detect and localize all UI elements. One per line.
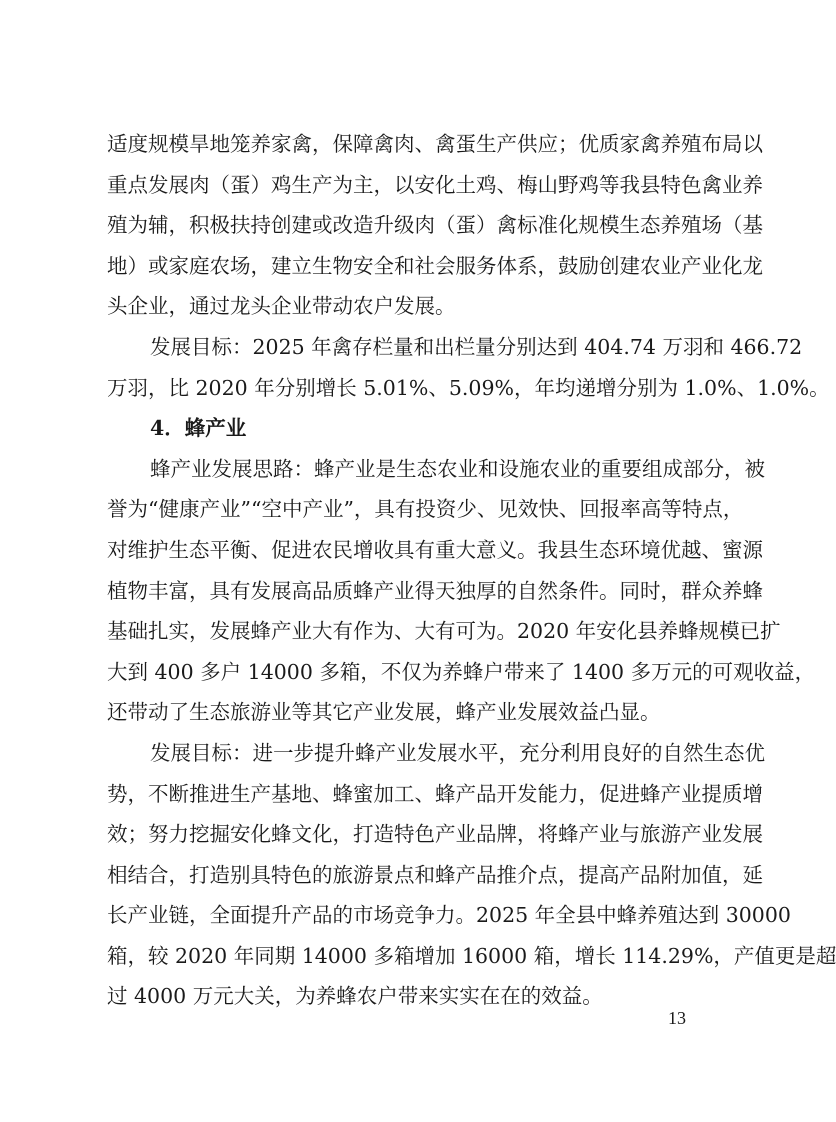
text-line: 对维护生态平衡、促进农民增收具有重大意义。我县生态环境优越、蜜源 xyxy=(107,537,763,562)
paragraph-bee-target xyxy=(107,733,836,1017)
text-line: 效；努力挖掘安化蜂文化，打造特色产业品牌，将蜂产业与旅游产业发展 xyxy=(107,822,763,847)
paragraph-bee-idea xyxy=(107,449,816,733)
text-line: 发展目标：进一步提升蜂产业发展水平，充分利用良好的自然生态优 xyxy=(150,740,765,765)
text-line: 殖为辅，积极扶持创建或改造升级肉（蛋）禽标准化规模生态养殖场（基 xyxy=(107,213,763,238)
text-line: 势，不断推进生产基地、蜂蜜加工、蜂产品开发能力，促进蜂产业提质增 xyxy=(107,781,763,806)
text-line: 还带动了生态旅游业等其它产业发展，蜂产业发展效益凸显。 xyxy=(107,700,661,725)
text-line: 过 4000 万元大关，为养蜂农户带来实实在在的效益。 xyxy=(107,984,603,1009)
page-number: 13 xyxy=(668,1008,686,1028)
section-heading-bee-industry: 4．蜂产业 xyxy=(150,416,247,441)
paragraph-poultry-layout xyxy=(107,124,763,327)
text-line: 适度规模旱地笼养家禽，保障禽肉、禽蛋生产供应；优质家禽养殖布局以 xyxy=(107,132,763,156)
text-line: 头企业，通过龙头企业带动农户发展。 xyxy=(107,294,456,319)
text-line: 万羽，比 2020 年分别增长 5.01%、5.09%，年均递增分别为 1.0%、1.0%。 xyxy=(107,375,830,400)
text-line: 大到 400 多户 14000 多箱，不仅为养蜂户带来了 1400 多万元的可观收益， xyxy=(107,659,816,684)
paragraph-poultry-target xyxy=(107,327,830,408)
text-line: 蜂产业发展思路：蜂产业是生态农业和设施农业的重要组成部分，被 xyxy=(150,456,765,481)
text-line: 相结合，打造别具特色的旅游景点和蜂产品推介点，提高产品附加值，延 xyxy=(107,862,763,887)
text-line: 发展目标：2025 年禽存栏量和出栏量分别达到 404.74 万羽和 466.72 xyxy=(150,334,803,359)
text-line: 重点发展肉（蛋）鸡生产为主，以安化土鸡、梅山野鸡等我县特色禽业养 xyxy=(107,172,763,197)
text-line: 箱，较 2020 年同期 14000 多箱增加 16000 箱，增长 114.29%，产值更是超 xyxy=(107,943,836,968)
text-line: 长产业链，全面提升产品的市场竞争力。2025 年全县中蜂养殖达到 30000 xyxy=(107,903,791,928)
text-line: 基础扎实，发展蜂产业大有作为、大有可为。2020 年安化县养蜂规模已扩 xyxy=(107,619,781,644)
body-text xyxy=(107,124,836,1017)
text-line: 誉为“健康产业”“空中产业”，具有投资少、见效快、回报率高等特点， xyxy=(107,497,744,522)
text-line: 地）或家庭农场，建立生物安全和社会服务体系，鼓励创建农业产业化龙 xyxy=(107,253,763,278)
text-line: 植物丰富，具有发展高品质蜂产业得天独厚的自然条件。同时，群众养蜂 xyxy=(107,578,763,603)
